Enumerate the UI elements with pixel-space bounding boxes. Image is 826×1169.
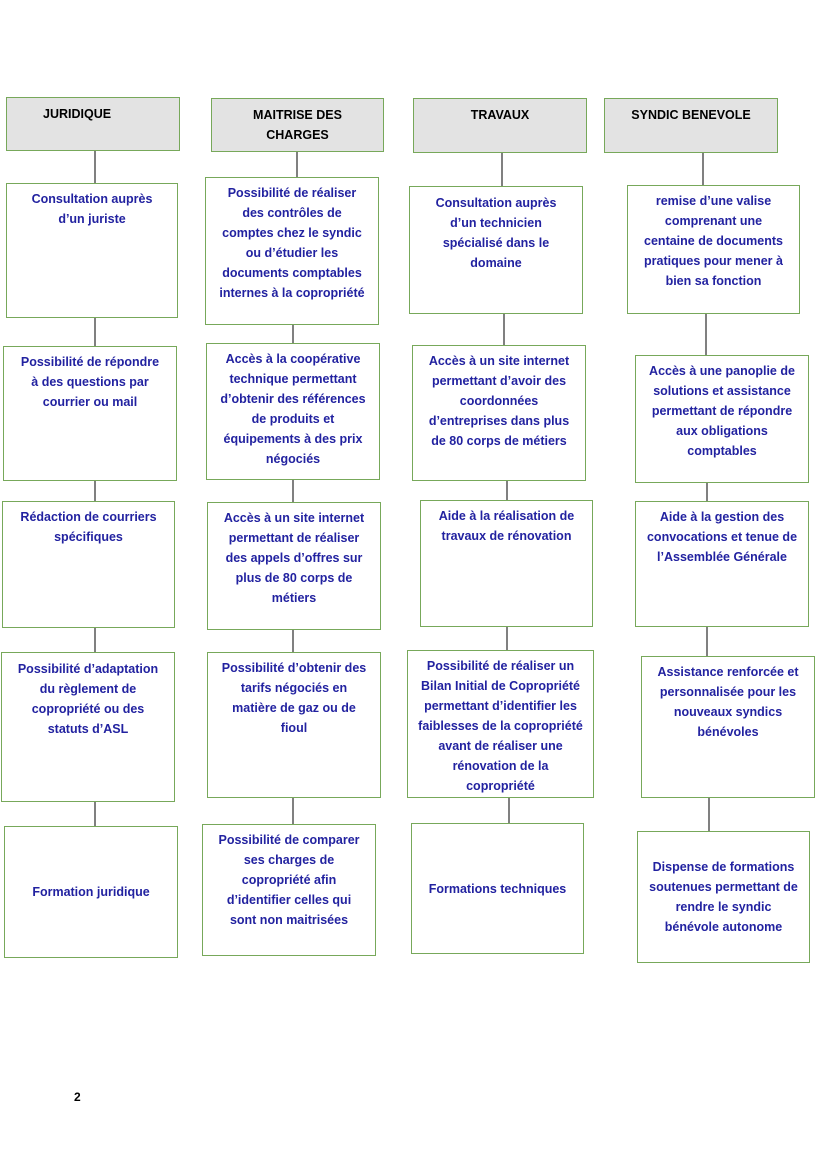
box-juridique-5: Formation juridique bbox=[4, 826, 178, 958]
box-travaux-4: Possibilité de réaliser un Bilan Initial de Copropriété permettant d’identifier les faiblesses de la copropriété avant de réaliser une rénovation de la copropriété bbox=[407, 650, 594, 798]
box-syndic-4: Assistance renforcée et personnalisée pour les nouveaux syndics bénévoles bbox=[641, 656, 815, 798]
box-travaux-3: Aide à la réalisation de travaux de rénovation bbox=[420, 500, 593, 627]
page-number: 2 bbox=[74, 1090, 81, 1104]
box-travaux-5: Formations techniques bbox=[411, 823, 584, 954]
box-syndic-1: remise d’une valise comprenant une centaine de documents pratiques pour mener à bien sa fonction bbox=[627, 185, 800, 314]
header-maitrise-des-charges: MAITRISE DES CHARGES bbox=[211, 98, 384, 152]
box-juridique-2: Possibilité de répondre à des questions par courrier ou mail bbox=[3, 346, 177, 481]
box-maitrise-2: Accès à la coopérative technique permettant d’obtenir des références de produits et équipements à des prix négociés bbox=[206, 343, 380, 480]
box-maitrise-5: Possibilité de comparer ses charges de copropriété afin d’identifier celles qui sont non maitrisées bbox=[202, 824, 376, 956]
box-juridique-3: Rédaction de courriers spécifiques bbox=[2, 501, 175, 628]
box-juridique-4: Possibilité d’adaptation du règlement de copropriété ou des statuts d’ASL bbox=[1, 652, 175, 802]
box-maitrise-3: Accès à un site internet permettant de réaliser des appels d’offres sur plus de 80 corps de métiers bbox=[207, 502, 381, 630]
box-syndic-5: Dispense de formations soutenues permettant de rendre le syndic bénévole autonome bbox=[637, 831, 810, 963]
box-travaux-2: Accès à un site internet permettant d’avoir des coordonnées d’entreprises dans plus de 80 corps de métiers bbox=[412, 345, 586, 481]
header-juridique: JURIDIQUE bbox=[6, 97, 180, 151]
box-maitrise-4: Possibilité d’obtenir des tarifs négociés en matière de gaz ou de fioul bbox=[207, 652, 381, 798]
header-travaux: TRAVAUX bbox=[413, 98, 587, 153]
box-juridique-1: Consultation auprès d’un juriste bbox=[6, 183, 178, 318]
box-travaux-1: Consultation auprès d’un technicien spécialisé dans le domaine bbox=[409, 186, 583, 314]
box-maitrise-1: Possibilité de réaliser des contrôles de comptes chez le syndic ou d’étudier les documents comptables internes à la copropriété bbox=[205, 177, 379, 325]
box-syndic-2: Accès à une panoplie de solutions et assistance permettant de répondre aux obligations comptables bbox=[635, 355, 809, 483]
box-syndic-3: Aide à la gestion des convocations et tenue de l’Assemblée Générale bbox=[635, 501, 809, 627]
header-syndic-benevole: SYNDIC BENEVOLE bbox=[604, 98, 778, 153]
